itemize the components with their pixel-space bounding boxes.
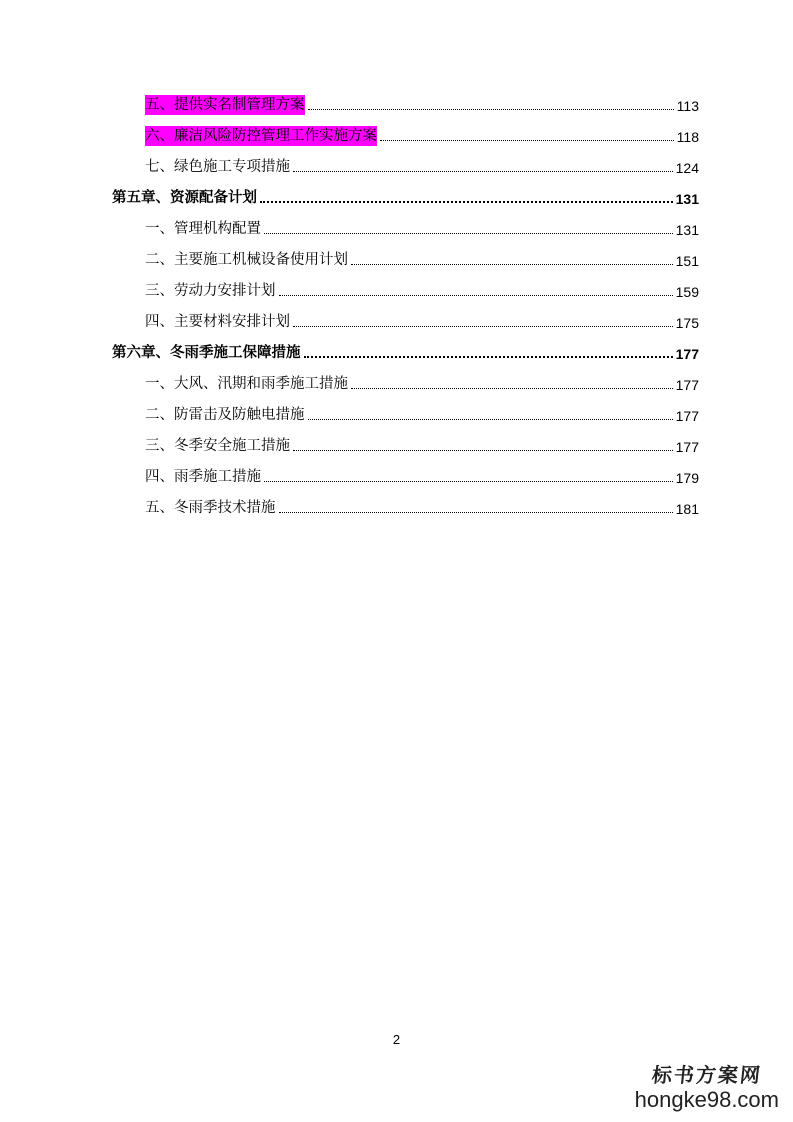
toc-entry-page: 131: [675, 191, 699, 207]
dot-leader: [308, 419, 673, 420]
toc-entry[interactable]: [145, 279, 699, 301]
toc-entry-label: 五、提供实名制管理方案: [145, 97, 305, 113]
toc-entry-label: 一、大风、汛期和雨季施工措施: [145, 376, 348, 392]
toc-entry-label: 三、冬季安全施工措施: [145, 438, 290, 454]
dot-leader: [293, 450, 673, 451]
toc-entry[interactable]: [145, 434, 699, 456]
toc-entry[interactable]: [145, 217, 699, 239]
dot-leader: [351, 388, 673, 389]
toc-entry-page: 113: [676, 98, 699, 114]
toc-entry[interactable]: [145, 124, 699, 146]
toc-entry-label: 七、绿色施工专项措施: [145, 159, 290, 175]
toc-entry-label: 三、劳动力安排计划: [145, 283, 276, 299]
toc-entry[interactable]: [145, 93, 699, 115]
dot-leader: [308, 109, 674, 110]
dot-leader: [279, 512, 673, 513]
toc-entry-page: 124: [675, 160, 699, 176]
toc-entry[interactable]: [145, 465, 699, 487]
toc-entry-label: 第六章、冬雨季施工保障措施: [112, 344, 301, 361]
toc-chapter-entry[interactable]: [112, 341, 699, 363]
toc-entry[interactable]: [145, 403, 699, 425]
toc-entry-label: 一、管理机构配置: [145, 221, 261, 237]
toc-entry-label: 四、主要材料安排计划: [145, 314, 290, 330]
toc-entry-page: 151: [675, 253, 699, 269]
toc-entry-label: 五、冬雨季技术措施: [145, 500, 276, 516]
toc-entry[interactable]: [145, 372, 699, 394]
toc-entry-page: 131: [675, 222, 699, 238]
toc-entry[interactable]: [145, 496, 699, 518]
dot-leader: [264, 233, 673, 234]
toc-entry[interactable]: [145, 310, 699, 332]
dot-leader: [304, 356, 673, 358]
toc-entry-page: 159: [675, 284, 699, 300]
toc-entry-page: 181: [675, 501, 699, 517]
dot-leader: [260, 201, 673, 203]
toc-entry-label: 第五章、资源配备计划: [112, 189, 257, 206]
toc-entry[interactable]: [145, 155, 699, 177]
dot-leader: [351, 264, 673, 265]
page-number: 2: [392, 1032, 401, 1047]
watermark-logo: [635, 1059, 779, 1112]
toc-entry-page: 177: [675, 408, 699, 424]
toc-entry-page: 177: [675, 346, 699, 362]
toc-entry-label: 二、防雷击及防触电措施: [145, 407, 305, 423]
dot-leader: [264, 481, 673, 482]
toc-entry-page: 179: [675, 470, 699, 486]
toc-entry-page: 177: [675, 439, 699, 455]
watermark-title: 标书方案网: [650, 1063, 763, 1087]
watermark-url: hongke98.com: [634, 1087, 779, 1112]
dot-leader: [279, 295, 673, 296]
toc-chapter-entry[interactable]: [112, 186, 699, 208]
toc-entry-label: 二、主要施工机械设备使用计划: [145, 252, 348, 268]
dot-leader: [293, 326, 673, 327]
toc-entry-label: 四、雨季施工措施: [145, 469, 261, 485]
toc-entry-page: 175: [675, 315, 699, 331]
toc-entry[interactable]: [145, 248, 699, 270]
toc-entry-page: 177: [675, 377, 699, 393]
dot-leader: [293, 171, 673, 172]
dot-leader: [380, 140, 674, 141]
toc-entry-page: 118: [676, 129, 699, 145]
toc-entry-label: 六、廉洁风险防控管理工作实施方案: [145, 128, 377, 144]
